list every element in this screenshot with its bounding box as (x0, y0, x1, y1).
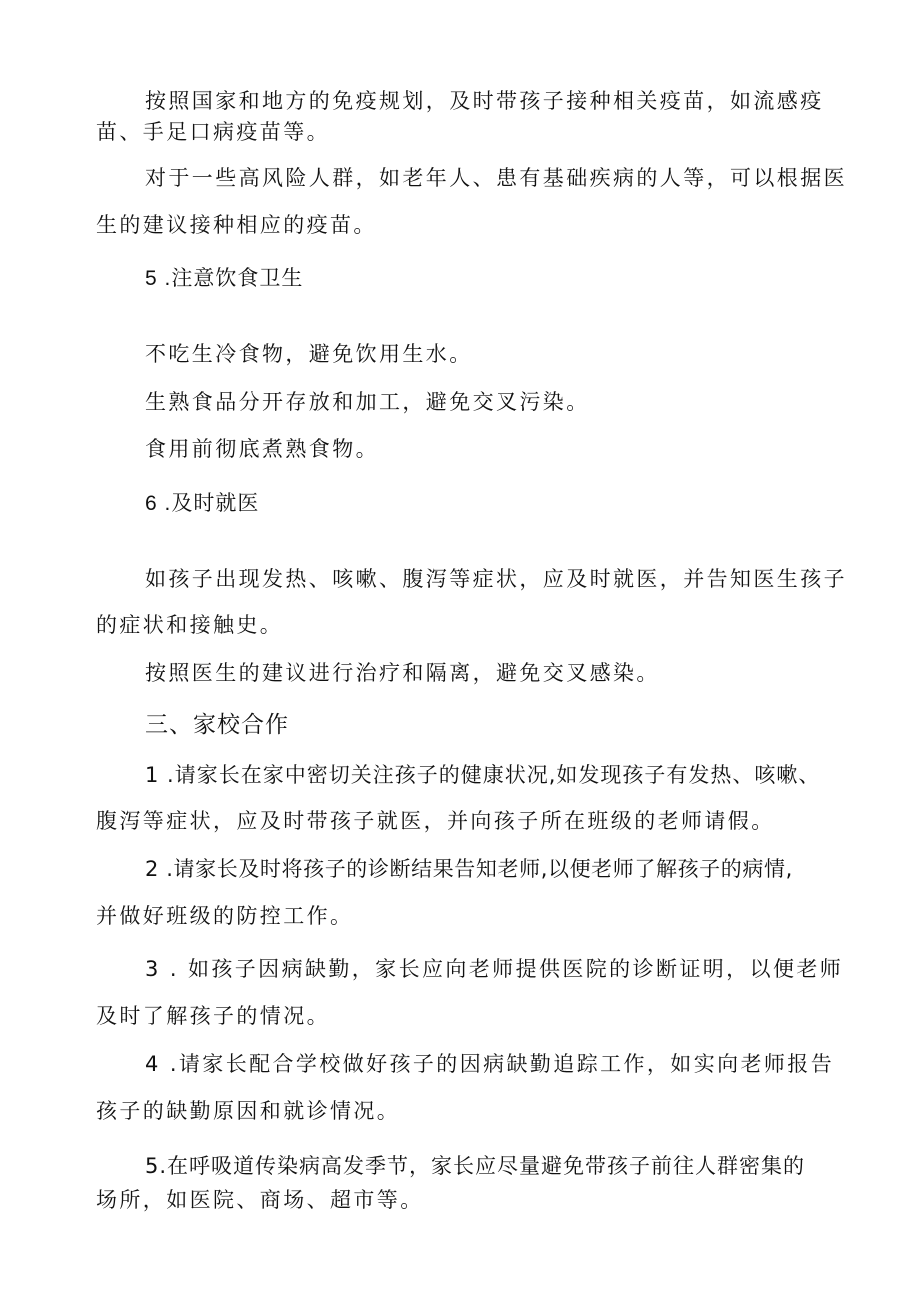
item-1-line-1: 1 .请家长在家中密切关注孩子的健康状况,如发现孩子有发热、咳嗽、 (145, 763, 821, 787)
paragraph-vaccination-line-1: 按照国家和地方的免疫规划，及时带孩子接种相关疫苗，如流感疫 (145, 89, 824, 113)
section-heading-home-school: 三、家校合作 (145, 711, 289, 737)
paragraph-symptoms-line-1: 如孩子出现发热、咳嗽、腹泻等症状，应及时就医，并告知医生孩子 (145, 567, 847, 591)
item-1-line-2: 腹泻等症状，应及时带孩子就医，并向孩子所在班级的老师请假。 (96, 809, 775, 833)
paragraph-vaccination-line-2: 苗、手足口病疫苗等。 (96, 120, 330, 144)
item-2-line-2: 并做好班级的防控工作。 (96, 904, 354, 928)
paragraph-symptoms-line-2: 的症状和接触史。 (96, 613, 284, 637)
item-3-line-1: 3 . 如孩子因病缺勤，家长应向老师提供医院的诊断证明，以便老师 (145, 957, 844, 981)
paragraph-treatment: 按照医生的建议进行治疗和隔离，避免交叉感染。 (145, 661, 660, 685)
item-5-line-1: 5.在呼吸道传染病高发季节，家长应尽量避免带孩子前往人群密集的 (145, 1154, 806, 1178)
paragraph-diet-1: 不吃生冷食物，避免饮用生水。 (145, 342, 473, 366)
heading-diet-hygiene: 5 .注意饮食卫生 (145, 267, 304, 290)
item-4-line-1: 4 .请家长配合学校做好孩子的因病缺勤追踪工作，如实向老师报告 (145, 1052, 835, 1076)
item-2-line-1: 2 .请家长及时将孩子的诊断结果告知老师,以便老师了解孩子的病情, (145, 857, 793, 881)
heading-seek-medical-care: 6 .及时就医 (145, 492, 260, 515)
item-4-line-2: 孩子的缺勤原因和就诊情况。 (96, 1099, 401, 1123)
item-5-line-2: 场所，如医院、商场、超市等。 (96, 1188, 424, 1212)
paragraph-diet-2: 生熟食品分开存放和加工，避免交叉污染。 (145, 390, 590, 414)
paragraph-diet-3: 食用前彻底煮熟食物。 (145, 437, 379, 461)
paragraph-high-risk-line-2: 生的建议接种相应的疫苗。 (96, 213, 377, 237)
item-3-line-2: 及时了解孩子的情况。 (96, 1004, 330, 1028)
paragraph-high-risk-line-1: 对于一些高风险人群，如老年人、患有基础疾病的人等，可以根据医 (145, 166, 847, 190)
